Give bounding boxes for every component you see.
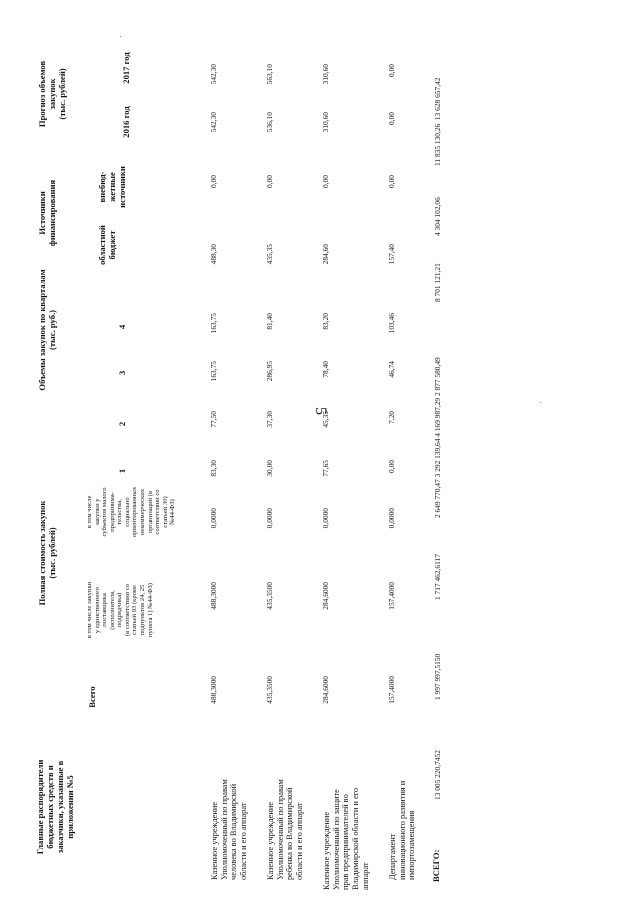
page-number: 5 [312, 407, 329, 415]
table-row-label: Департамент инновационного развития и импортозамещения [388, 780, 417, 880]
cell-total: 284,6000 [321, 676, 330, 704]
cell-2017: 542,30 [209, 64, 218, 85]
header-quarterly: Объемы закупок по кварталам (тыс. руб.) [37, 269, 57, 391]
cell-total: 488,3000 [209, 676, 218, 704]
cell-regional: 157,40 [387, 244, 396, 265]
cell-q3: 286,95 [265, 361, 274, 382]
cell-q2: 45,35 [321, 411, 330, 428]
cell-q4: 103,46 [387, 313, 396, 334]
totals-regional: 8 701 121,21 [433, 263, 442, 302]
header-financing: Источники финансирования [37, 179, 57, 247]
cell-q2: 37,30 [265, 411, 274, 428]
totals-extrabudget: 4 304 102,06 [433, 197, 442, 236]
header-q2: 2 [117, 421, 127, 427]
cell-q4: 163,75 [209, 313, 218, 334]
totals-total: 13 005 220,7452 [433, 750, 442, 800]
cell-extrabudget: 0,00 [265, 175, 274, 188]
header-forecast: Прогноз объемов закупок (тыс. рублей) [37, 60, 67, 128]
cell-regional: 488,30 [209, 244, 218, 265]
header-small-business: в том числе закупки у субъектов малого предпринима- тельства, социально ориентированных некоммерческих организаций (в соответствии со статьей 30) №44-ФЗ) [86, 486, 177, 538]
cell-small-business: 0,0000 [321, 508, 330, 529]
cell-2017: 0,00 [387, 64, 396, 77]
cell-sole-supplier: 435,3500 [265, 582, 274, 610]
cell-q1: 0,00 [387, 460, 396, 473]
cell-total: 435,3500 [265, 676, 274, 704]
cell-extrabudget: 0,00 [321, 175, 330, 188]
scan-speck [120, 36, 121, 37]
totals-small-business: 1 717 462,6117 [433, 554, 442, 600]
cell-extrabudget: 0,00 [209, 175, 218, 188]
header-sole-supplier: в том числе закупки у единственного поставщика (исполнителя, подрядчика) (в соответствии со статьей 93 (кроме подпунктов 24, 25 пункта 1) №44-ФЗ) [86, 581, 154, 639]
header-regional-budget: областной бюджет [97, 225, 117, 265]
cell-q2: 7,20 [387, 411, 396, 424]
header-year-2017: 2017 год [121, 52, 131, 84]
cell-q1: 77,65 [321, 460, 330, 477]
cell-2016: 310,60 [321, 112, 330, 133]
totals-sole-supplier: 1 997 997,5150 [433, 653, 442, 700]
cell-sole-supplier: 157,4000 [387, 582, 396, 610]
cell-2016: 542,30 [209, 112, 218, 133]
header-year-2016: 2016 год [121, 106, 131, 138]
totals-quarters: 2 649 770,47 3 292 139,64 4 169 987,29 2 877 580,49 [433, 357, 442, 518]
cell-q4: 81,40 [265, 313, 274, 330]
header-extrabudget: внебюд- жетные источники [97, 166, 127, 208]
cell-2017: 563,10 [265, 64, 274, 85]
cell-sole-supplier: 284,6000 [321, 582, 330, 610]
header-q1: 1 [117, 468, 127, 474]
header-total-all: Всего [87, 686, 97, 708]
cell-regional: 435,35 [265, 244, 274, 265]
totals-label: ВСЕГО: [431, 849, 441, 882]
cell-sole-supplier: 488,3000 [209, 582, 218, 610]
header-q4: 4 [117, 324, 127, 330]
cell-q3: 46,74 [387, 361, 396, 378]
cell-q1: 30,00 [265, 460, 274, 477]
totals-forecast: 11 835 130,26 13 628 657,42 [433, 77, 442, 166]
scan-speck [540, 402, 541, 403]
table-row-label: Казенное учреждение Уполномоченный по защите прав предпринимателей во Владимирской области и его аппарат [322, 787, 370, 890]
header-distributors: Главные распорядители бюджетных средств и заказчики, указанные в приложении №5 [35, 759, 75, 855]
cell-2017: 310,60 [321, 64, 330, 85]
cell-small-business: 0,0000 [265, 508, 274, 529]
cell-total: 157,4000 [387, 676, 396, 704]
cell-q3: 163,75 [209, 361, 218, 382]
cell-extrabudget: 0,00 [387, 175, 396, 188]
cell-q3: 78,40 [321, 361, 330, 378]
cell-small-business: 0,0000 [387, 508, 396, 529]
cell-small-business: 0,0000 [209, 508, 218, 529]
cell-2016: 0,00 [387, 112, 396, 125]
cell-regional: 284,60 [321, 244, 330, 265]
table-row-label: Казенное учреждение Уполномоченный по правам человека во Владимирской области и его аппарат [210, 779, 248, 880]
header-q3: 3 [117, 370, 127, 376]
table-row-label: Казенное учреждение Уполномоченный по правам ребенка во Владимирской области и его аппарат [266, 779, 304, 880]
cell-q4: 83,20 [321, 313, 330, 330]
cell-q2: 77,50 [209, 411, 218, 428]
cell-q1: 83,30 [209, 460, 218, 477]
header-total-cost: Полная стоимость закупок (тыс. рублей) [37, 500, 57, 606]
cell-2016: 536,10 [265, 112, 274, 133]
